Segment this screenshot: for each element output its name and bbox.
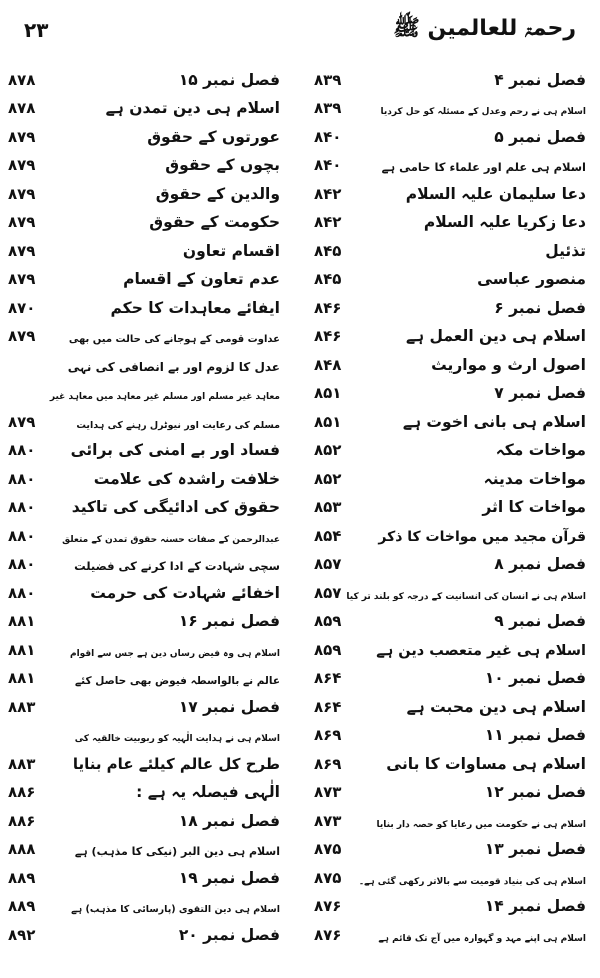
toc-entry-title: فصل نمبر ۲۰ — [178, 925, 280, 944]
toc-entry — [306, 345, 600, 374]
toc-entry-title: حکومت کے حقوق — [149, 213, 280, 231]
toc-entry-page: ۸۵۴ — [314, 526, 342, 545]
toc-entry — [306, 402, 600, 431]
toc-entry — [306, 858, 600, 887]
toc-entry-page: ۸۶۹ — [314, 754, 342, 773]
toc-entry — [306, 659, 600, 688]
toc-entry-page: ۸۸۰ — [8, 469, 36, 488]
toc-entry — [306, 60, 600, 89]
toc-entry — [306, 203, 600, 232]
toc-entry-page: ۸۴۵ — [314, 270, 342, 288]
toc-entry-title: مواخات کا اثر — [482, 498, 586, 516]
toc-entry — [306, 602, 600, 631]
toc-entry-title: فصل نمبر ۸ — [494, 555, 586, 573]
toc-entry-title: اسلام ہی علم اور علماء کا حامی ہے — [381, 160, 586, 174]
toc-entry-page: ۸۶۴ — [314, 697, 342, 716]
toc-entry — [0, 317, 294, 346]
toc-entry-page: ۸۸۱ — [8, 640, 36, 659]
toc-entry-title: بچوں کے حقوق — [165, 156, 280, 174]
toc-entry-title: منصور عباسی — [477, 270, 586, 288]
toc-entry-title: سچی شہادت کے ادا کرنے کی فضیلت — [74, 559, 280, 573]
toc-entry — [306, 516, 600, 545]
toc-entry-title: حقوق کی ادائیگی کی تاکید — [71, 498, 280, 516]
toc-entry-title: فصل نمبر ۷ — [494, 384, 586, 402]
toc-entry-page: ۸۷۳ — [314, 783, 342, 801]
toc-entry-page: ۸۷۰ — [8, 298, 36, 317]
toc-entry-page: ۸۸۰ — [8, 498, 36, 516]
toc-entry-page: ۸۷۶ — [314, 925, 342, 944]
toc-entry-page: ۸۷۹ — [8, 412, 36, 431]
toc-entry-title: مواخات مدینہ — [483, 469, 586, 488]
toc-entry-title: فصل نمبر ۹ — [494, 612, 586, 630]
toc-entry — [0, 402, 294, 431]
toc-entry-page: ۸۵۲ — [314, 441, 342, 459]
toc-entry — [0, 374, 294, 403]
toc-entry-page: ۸۷۵ — [314, 840, 342, 858]
toc-right-column — [306, 60, 600, 970]
page-header — [0, 0, 600, 55]
toc-entry — [306, 630, 600, 659]
toc-entry — [306, 459, 600, 488]
toc-entry-page: ۸۷۹ — [8, 156, 36, 174]
toc-entry-title: فصل نمبر ۱۱ — [484, 726, 586, 744]
toc-entry-page: ۸۷۹ — [8, 127, 36, 146]
toc-entry-title: اسلام ہی دین العمل ہے — [405, 327, 586, 345]
toc-entry-page: ۸۵۱ — [314, 384, 342, 402]
toc-entry — [306, 887, 600, 916]
toc-entry-title: اسلام ہی نے ہدایت الٰہیہ کو ربوبیت خالقیہ کی — [74, 734, 280, 744]
toc-entry — [0, 89, 294, 118]
toc-entry-title: اصول ارث و مواریث — [431, 355, 586, 374]
toc-entry-title: فصل نمبر ۱۸ — [178, 811, 280, 830]
toc-entry — [0, 260, 294, 289]
toc-entry-title: عدل کا لزوم اور بے انصافی کی نہی — [67, 359, 280, 374]
toc-entry-page: ۸۸۰ — [8, 526, 36, 545]
toc-entry — [0, 60, 294, 89]
toc-entry — [0, 687, 294, 716]
toc-entry-page: ۸۸۶ — [8, 811, 36, 830]
toc-entry-title: تذئیل — [545, 241, 586, 260]
toc-entry-page: ۸۸۳ — [8, 754, 36, 773]
toc-entry-page: ۸۷۹ — [8, 184, 36, 203]
toc-entry — [306, 231, 600, 260]
toc-entry-page: ۸۴۰ — [314, 156, 342, 174]
toc-entry-page: ۸۵۹ — [314, 612, 342, 630]
toc-entry-title: اسلام ہی نے انسان کی انسانیت کے درجہ کو بلند تر کیا — [346, 591, 586, 602]
toc-entry — [306, 288, 600, 317]
toc-entry-page: ۸۷۸ — [8, 99, 36, 117]
toc-entry-page: ۸۸۱ — [8, 612, 36, 630]
toc-entry-page: ۸۵۱ — [314, 412, 342, 431]
toc-entry-page: ۸۵۷ — [314, 583, 342, 602]
toc-entry — [0, 174, 294, 203]
toc-entry — [306, 174, 600, 203]
toc-entry-title: عبدالرحمن کے صفات حسنہ حقوق تمدن کے متعلق — [62, 534, 280, 545]
toc-entry-page: ۸۸۹ — [8, 897, 36, 915]
toc-entry — [306, 374, 600, 403]
toc-entry-title: فصل نمبر ۵ — [494, 127, 586, 146]
toc-entry-title: فصل نمبر ۱۵ — [178, 70, 280, 89]
toc-entry-page: ۸۸۸ — [8, 840, 36, 858]
toc-entry — [0, 915, 294, 944]
toc-entry-title: اسلام ہی دین البر (نیکی کا مذہب) ہے — [74, 845, 280, 858]
toc-entry — [0, 545, 294, 574]
toc-entry — [306, 744, 600, 773]
toc-entry-title: الٰہی فیصلہ یہ ہے : — [136, 783, 280, 801]
toc-entry — [0, 630, 294, 659]
toc-entry — [0, 459, 294, 488]
toc-entry-title: اخفائے شہادت کی حرمت — [90, 583, 280, 602]
toc-entry — [0, 602, 294, 631]
toc-entry-page: ۸۸۶ — [8, 783, 36, 801]
toc-entry-page: ۸۴۵ — [314, 241, 342, 260]
toc-entry-title: اسلام ہی وہ فیض رساں دین ہے جس سے اقوام — [69, 648, 280, 659]
toc-entry-title: اسلام ہی اپنے مہد و گہوارہ میں آج تک قائم ہے — [378, 933, 586, 944]
toc-entry-title: اسلام ہی مساوات کا بانی — [386, 754, 586, 773]
toc-entry-page: ۸۳۹ — [314, 99, 342, 117]
toc-entry — [0, 744, 294, 773]
toc-entry-title: فصل نمبر ۶ — [494, 298, 586, 317]
toc-entry — [306, 317, 600, 346]
toc-entry — [306, 915, 600, 944]
toc-entry-title: اسلام ہی دین تمدن ہے — [105, 99, 280, 117]
toc-entry — [306, 431, 600, 460]
toc-entry-title: فصل نمبر ۱۹ — [178, 868, 280, 887]
toc-entry-page: ۸۳۹ — [314, 70, 342, 89]
toc-entry-page: ۸۴۰ — [314, 127, 342, 146]
toc-entry-title: والدین کے حقوق — [155, 184, 280, 203]
toc-entry — [0, 146, 294, 175]
toc-entry — [306, 573, 600, 602]
toc-entry-title: مواخات مکہ — [495, 441, 586, 459]
toc-entry-title: فصل نمبر ۱۰ — [484, 669, 586, 687]
toc-entry — [306, 146, 600, 175]
toc-entry-page: ۸۸۰ — [8, 441, 36, 459]
toc-entry-title: فصل نمبر ۱۲ — [484, 783, 586, 801]
toc-entry — [306, 716, 600, 745]
toc-entry — [306, 545, 600, 574]
toc-entry-page: ۸۶۹ — [314, 726, 342, 744]
toc-entry-title: خلافت راشدہ کی علامت — [93, 469, 280, 488]
toc-entry-page: ۸۷۵ — [314, 868, 342, 887]
toc-entry-page: ۸۷۹ — [8, 213, 36, 231]
toc-entry-page: ۸۴۶ — [314, 327, 342, 345]
toc-entry — [0, 203, 294, 232]
toc-entry-title: فصل نمبر ۱۳ — [484, 840, 586, 858]
toc-entry — [306, 687, 600, 716]
toc-entry-title: عورتوں کے حقوق — [147, 127, 280, 146]
toc-entry-title: مسلم کی رعایت اور نیوٹرل رہنے کی ہدایت — [76, 419, 280, 431]
toc-entry-title: فصل نمبر ۱۶ — [178, 612, 280, 630]
toc-entry — [0, 488, 294, 517]
toc-entry-page: ۸۴۶ — [314, 298, 342, 317]
toc-entry-title: معاہد غیر مسلم اور مسلم غیر معاہد میں معاہد غیر — [49, 392, 280, 402]
toc-entry — [0, 773, 294, 802]
toc-entry-title: اسلام ہی دین محبت ہے — [406, 697, 586, 716]
toc-entry — [306, 773, 600, 802]
toc-entry — [0, 516, 294, 545]
toc-entry-title: دعا سلیمان علیہ السلام — [405, 184, 586, 203]
toc-entry-page: ۸۷۸ — [8, 70, 36, 89]
toc-entry-page: ۸۷۶ — [314, 897, 342, 915]
toc-entry-page: ۸۸۰ — [8, 555, 36, 573]
toc-entry-page: ۸۸۰ — [8, 583, 36, 602]
toc-entry-page: ۸۷۹ — [8, 270, 36, 288]
toc-entry — [0, 830, 294, 859]
toc-entry-page: ۸۸۱ — [8, 669, 36, 687]
toc-entry — [0, 288, 294, 317]
toc-entry — [0, 573, 294, 602]
toc-entry — [306, 488, 600, 517]
toc-entry-title: عداوت قومی کے ہوجانے کی حالت میں بھی — [68, 334, 280, 345]
book-title: رحمۃ للعالمین ﷺ — [393, 16, 576, 41]
toc-entry-title: اقسام تعاون — [182, 241, 280, 260]
toc-entry-title: دعا زکریا علیہ السلام — [423, 213, 586, 231]
toc-entry-title: قرآن مجید میں مواخات کا ذکر — [378, 528, 586, 545]
toc-left-column — [0, 60, 294, 970]
toc-entry — [306, 117, 600, 146]
toc-entry — [0, 231, 294, 260]
toc-entry-title: اسلام ہی غیر متعصب دین ہے — [376, 642, 586, 659]
toc-entry — [306, 801, 600, 830]
toc-entry — [0, 801, 294, 830]
toc-entry-title: اسلام ہی کی بنیاد قومیت سے بالاتر رکھی گئی ہے۔ — [358, 876, 586, 887]
toc-entry — [0, 431, 294, 460]
toc-entry — [0, 345, 294, 374]
toc-entry-title: فصل نمبر ۱۴ — [484, 897, 586, 915]
toc-entry-title: فصل نمبر ۴ — [494, 70, 586, 89]
toc-entry-title: اسلام ہی نے رحم وعدل کے مسئلہ کو حل کردیا — [380, 107, 586, 117]
toc-entry — [0, 858, 294, 887]
toc-entry-title: فساد اور بے امنی کی برائی — [70, 441, 280, 459]
toc-entry-page: ۸۹۲ — [8, 925, 36, 944]
toc-entry — [306, 89, 600, 118]
toc-entry-page: ۸۴۸ — [314, 355, 342, 374]
toc-entry — [0, 659, 294, 688]
toc-entry-title: اسلام ہی بانی اخوت ہے — [402, 412, 586, 431]
toc-entry-page: ۸۴۲ — [314, 213, 342, 231]
toc-entry — [306, 260, 600, 289]
toc-entry-title: فصل نمبر ۱۷ — [178, 697, 280, 716]
toc-entry-page: ۸۵۷ — [314, 555, 342, 573]
toc-entry-title: طرح کل عالم کیلئے عام بنایا — [72, 754, 280, 773]
toc-entry-page: ۸۵۲ — [314, 469, 342, 488]
toc-entry-title: عالم نے بالواسطہ فیوض بھی حاصل کئے — [75, 675, 280, 687]
toc-entry-title: ایفائے معاہدات کا حکم — [110, 298, 280, 317]
toc-entry-page: ۸۸۳ — [8, 697, 36, 716]
toc-entry-page: ۸۷۳ — [314, 811, 342, 830]
toc-entry-page: ۸۷۹ — [8, 327, 36, 345]
toc-entry-title: اسلام ہی نے حکومت میں رعایا کو حصہ دار بنایا — [376, 819, 586, 830]
page-number: ۲۳ — [24, 18, 49, 42]
table-of-contents — [0, 60, 600, 970]
toc-entry — [0, 117, 294, 146]
toc-entry — [0, 887, 294, 916]
toc-entry-page: ۸۴۲ — [314, 184, 342, 203]
toc-entry-page: ۸۸۹ — [8, 868, 36, 887]
toc-entry-title: اسلام ہی دین التقوی (پارسائی کا مذہب) ہے — [71, 904, 280, 915]
toc-entry — [306, 830, 600, 859]
toc-entry-title: عدم تعاون کے اقسام — [123, 270, 280, 288]
toc-entry-page: ۸۶۴ — [314, 669, 342, 687]
toc-entry — [0, 716, 294, 745]
toc-entry-page: ۸۵۳ — [314, 498, 342, 516]
toc-entry-page: ۸۵۹ — [314, 640, 342, 659]
toc-entry-page: ۸۷۹ — [8, 241, 36, 260]
